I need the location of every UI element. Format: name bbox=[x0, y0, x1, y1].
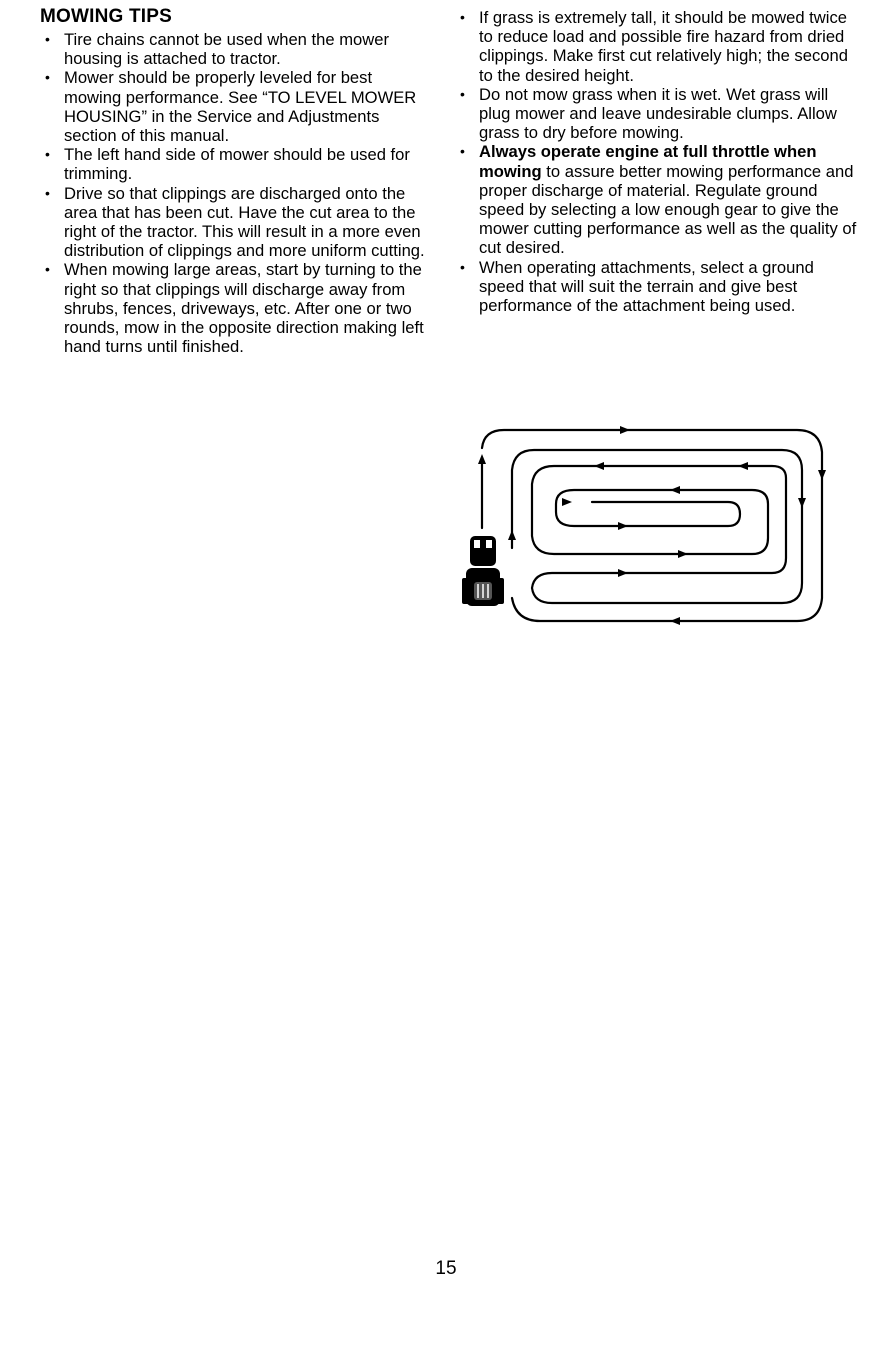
arrow-mid-left bbox=[670, 486, 680, 494]
tips-list-right bbox=[455, 8, 860, 315]
arrow-down-inner bbox=[798, 498, 806, 508]
mowing-pattern-diagram bbox=[452, 418, 837, 633]
second-mowing-path bbox=[512, 450, 802, 603]
page-number: 15 bbox=[435, 1258, 457, 1279]
tip-discharge: • Drive so that clippings are discharged onto the area that has been cut. Have the cut area to the right of the tractor. This will result in a more even distribution of clippings and more uniform cutting. bbox=[40, 184, 430, 261]
left-column bbox=[40, 0, 430, 356]
arrow-top-right bbox=[620, 426, 630, 434]
arrow-inner-left-2 bbox=[738, 462, 748, 470]
tip-tall-grass: • If grass is extremely tall, it should be mowed twice to reduce load and possible fire hazard from dried clippings. Make first cut relatively high; the second to the desired height. bbox=[455, 8, 860, 85]
arrow-bottom-right bbox=[618, 569, 628, 577]
tip-full-throttle bbox=[455, 142, 860, 257]
tip-attachments: • When operating attachments, select a ground speed that will suit the terrain and give best performance of the attachment being used. bbox=[455, 258, 860, 316]
tip-tire-chains: • Tire chains cannot be used when the mower housing is attached to tractor. bbox=[40, 30, 430, 68]
arrow-up-left bbox=[478, 454, 486, 464]
tip-large-areas: • When mowing large areas, start by turning to the right so that clippings will discharge away from shrubs, fences, driveways, etc. After one or two rounds, mow in the opposite direction making left hand turns until finished. bbox=[40, 260, 430, 356]
tip-wet-grass: • Do not mow grass when it is wet. Wet grass will plug mower and leave undesirable clumps. Allow grass to dry before mowing. bbox=[455, 85, 860, 143]
right-column bbox=[455, 0, 860, 315]
arrow-down-right bbox=[818, 470, 826, 480]
throttle-bold-text: Always operate engine at full throttle when mowing bbox=[479, 142, 817, 181]
tip-leveling: • Mower should be properly leveled for best mowing performance. See “TO LEVEL MOWER HOUSING” in the Service and Adjustments section of this manual. bbox=[40, 68, 430, 145]
tractor-icon bbox=[462, 536, 504, 606]
arrow-bottom-left bbox=[670, 617, 680, 625]
arrow-mid-right bbox=[618, 522, 628, 530]
tip-trimming: • The left hand side of mower should be used for trimming. bbox=[40, 145, 430, 183]
arrow-up-inner bbox=[508, 530, 516, 540]
tips-list-left bbox=[40, 30, 430, 356]
section-heading: MOWING TIPS bbox=[40, 6, 173, 27]
arrow-inner-left-1 bbox=[594, 462, 604, 470]
throttle-rest-text: to assure better mowing performance and proper discharge of material. Regulate ground speed by selecting a low enough gear to give the mower cutting performance as well as the quality of cut desired. bbox=[479, 161, 857, 258]
arrow-inner-right bbox=[562, 498, 572, 506]
arrow-lower-right bbox=[678, 550, 688, 558]
